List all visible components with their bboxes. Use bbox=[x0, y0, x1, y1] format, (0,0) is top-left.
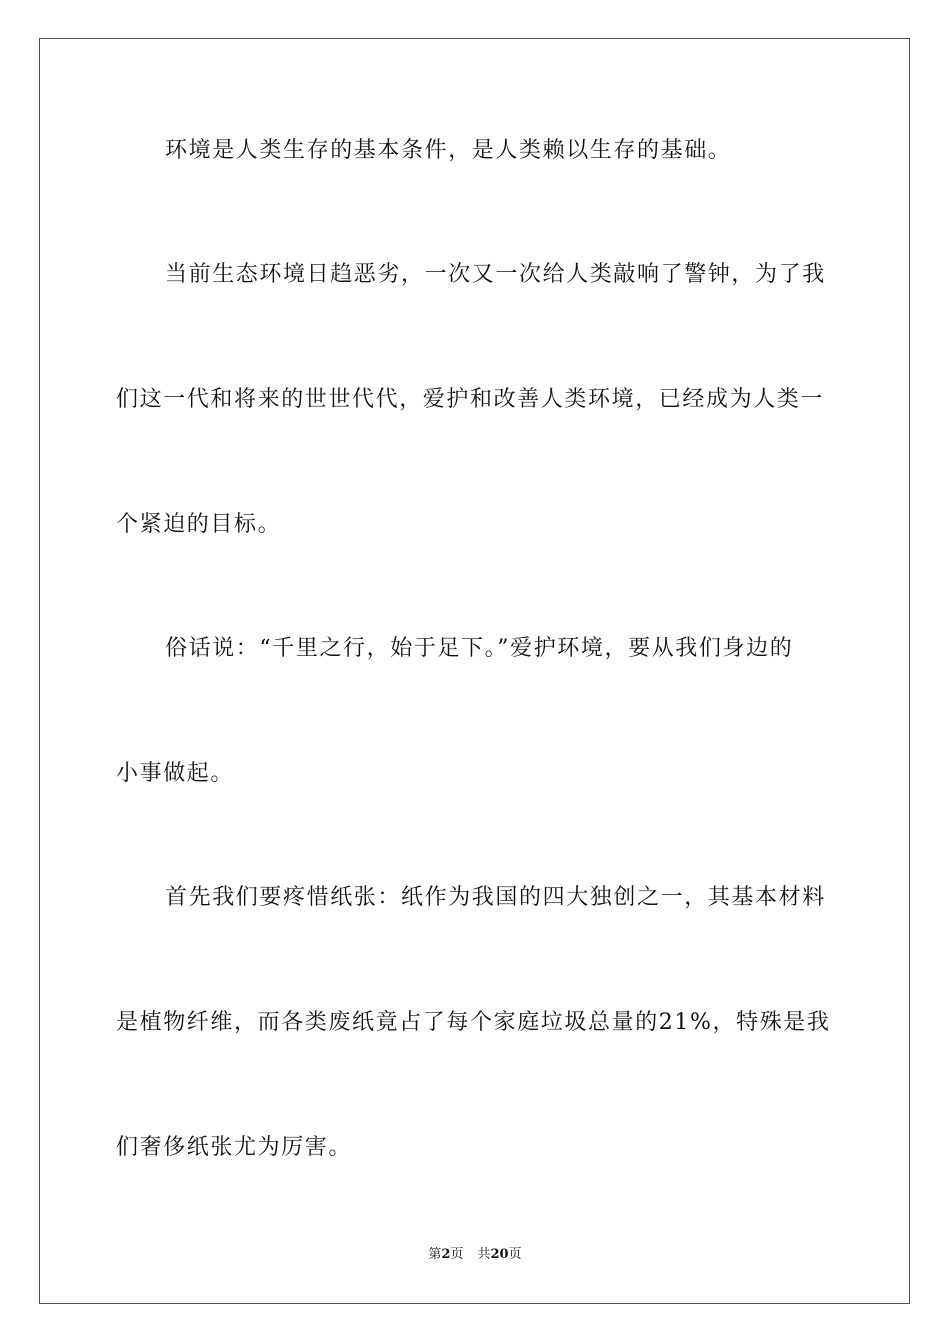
paragraph-2-line-1: 当前生态环境日趋恶劣，一次又一次给人类敲响了警钟，为了我 bbox=[165, 262, 826, 287]
page-footer bbox=[0, 1246, 950, 1264]
footer-page-prefix: 第 bbox=[428, 1247, 442, 1262]
footer-page-number: 2 bbox=[441, 1247, 451, 1262]
paragraph-3-line-2: 小事做起。 bbox=[116, 761, 235, 786]
paragraph-4-line-1: 首先我们要疼惜纸张：纸作为我国的四大独创之一，其基本材料 bbox=[165, 885, 826, 910]
paragraph-4-line-2: 是植物纤维，而各类废纸竟占了每个家庭垃圾总量的21%，特殊是我 bbox=[116, 1010, 831, 1035]
paragraph-2-line-2: 们这一代和将来的世世代代，爱护和改善人类环境，已经成为人类一 bbox=[116, 387, 825, 412]
footer-total-suffix: 页 bbox=[508, 1247, 522, 1262]
paragraph-4-line-3: 们奢侈纸张尤为厉害。 bbox=[116, 1135, 353, 1160]
page-border bbox=[39, 38, 910, 1304]
paragraph-2-line-3: 个紧迫的目标。 bbox=[116, 512, 282, 537]
footer-total-pages: 20 bbox=[490, 1247, 509, 1262]
paragraph-1-line-1: 环境是人类生存的基本条件，是人类赖以生存的基础。 bbox=[165, 138, 732, 163]
paragraph-3-line-1: 俗话说：“千里之行，始于足下。”爱护环境，要从我们身边的 bbox=[165, 636, 794, 661]
footer-total-prefix: 共 bbox=[477, 1247, 491, 1262]
footer-page-suffix: 页 bbox=[450, 1247, 464, 1262]
